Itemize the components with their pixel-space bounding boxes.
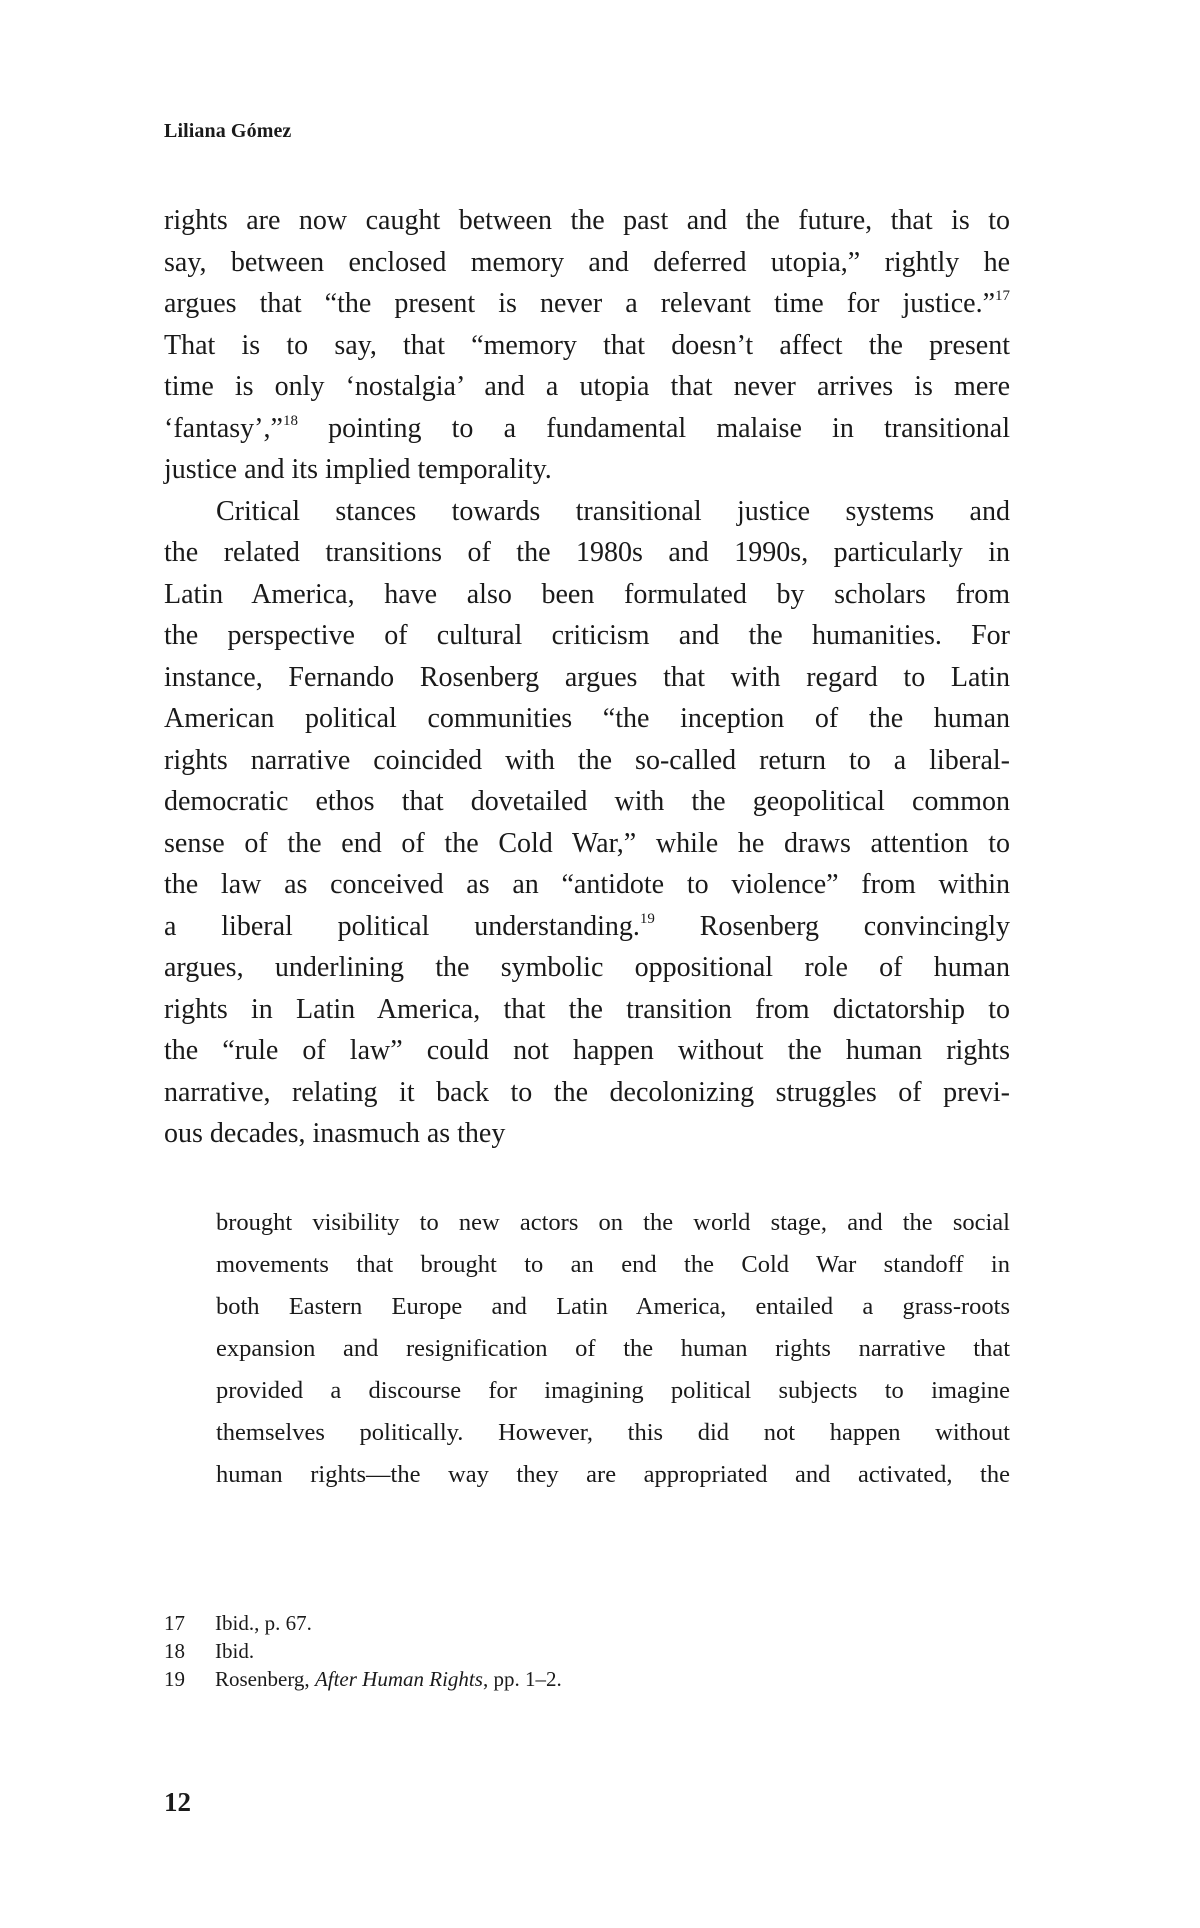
body-line-22: narrative, relating it back to the decolonizing struggles of previ- — [164, 1076, 1010, 1108]
footnote-text: Ibid. — [215, 1639, 255, 1663]
body-line-18 — [164, 906, 1010, 948]
footnote-ref-17[interactable]: 17 — [995, 288, 1010, 304]
body-line-12: instance, Fernando Rosenberg argues that with regard to Latin — [164, 661, 1010, 693]
body-line-9: the related transitions of the 1980s and 1990s, particularly in — [164, 537, 1010, 568]
body-line-10: Latin America, have also been formulated by scholars from — [164, 578, 1010, 610]
body-line-18-pre: a liberal political understanding. — [164, 910, 640, 942]
footnote-text — [215, 1665, 562, 1693]
quote-line-7: human rights—the way they are appropriated and activated, the — [216, 1461, 1010, 1488]
body-line-19: argues, underlining the symbolic oppositional role of human — [164, 952, 1010, 983]
footnote-17 — [164, 1609, 1010, 1637]
footnote-18 — [164, 1637, 1010, 1665]
body-line-11: the perspective of cultural criticism and the humanities. For — [164, 620, 1010, 651]
footnote-ref-19[interactable]: 19 — [639, 910, 655, 927]
body-line-15: democratic ethos that dovetailed with the geopolitical common — [164, 786, 1010, 817]
body-line-20: rights in Latin America, that the transition from dictatorship to — [164, 993, 1010, 1025]
quote-line-6: themselves politically. However, this did not happen without — [216, 1419, 1010, 1446]
footnote-number: 18 — [164, 1639, 185, 1663]
quote-line-1: brought visibility to new actors on the world stage, and the social — [216, 1209, 1010, 1236]
footnote-text: Ibid., p. 67. — [215, 1611, 312, 1635]
quote-line-5: provided a discourse for imagining political subjects to imagine — [216, 1377, 1010, 1404]
running-head-author: Liliana Gómez — [164, 120, 292, 142]
footnotes — [164, 1609, 1010, 1693]
footnote-pages: , pp. 1–2. — [482, 1667, 562, 1691]
footnote-author: Rosenberg, — [215, 1667, 315, 1691]
body-line-21: the “rule of law” could not happen without the human rights — [164, 1035, 1010, 1066]
footnote-ref-18[interactable]: 18 — [282, 412, 298, 429]
body-line-3-text: argues that “the present is never a relevant time for justice.” — [164, 288, 995, 319]
body-line-14: rights narrative coincided with the so-called return to a liberal- — [164, 744, 1010, 776]
body-line-6-pre: ‘fantasy’,” — [164, 412, 283, 444]
body-line-4: That is to say, that “memory that doesn’t affect the present — [164, 329, 1010, 361]
footnote-number: 17 — [164, 1611, 185, 1635]
body-line-8: Critical stances towards transitional justice systems and — [216, 495, 1010, 527]
body-line-13: American political communities “the inception of the human — [164, 703, 1010, 734]
quote-line-2: movements that brought to an end the Cold War standoff in — [216, 1251, 1010, 1278]
page-number: 12 — [164, 1787, 191, 1817]
body-line-3 — [164, 283, 1010, 325]
body-line-6-text: pointing to a fundamental malaise in transitional — [297, 412, 1010, 444]
body-line-6 — [164, 408, 1010, 450]
quote-line-4: expansion and resignification of the human rights narrative that — [216, 1335, 1010, 1362]
body-line-2: say, between enclosed memory and deferred utopia,” rightly he — [164, 246, 1010, 278]
body-line-16: sense of the end of the Cold War,” while he draws attention to — [164, 827, 1010, 859]
body-line-5: time is only ‘nostalgia’ and a utopia that never arrives is mere — [164, 371, 1010, 402]
body-line-1: rights are now caught between the past and the future, that is to — [164, 205, 1010, 236]
quote-line-3: both Eastern Europe and Latin America, entailed a grass-roots — [216, 1293, 1010, 1320]
body-line-18-text: Rosenberg convincingly — [654, 910, 1010, 942]
body-text — [164, 200, 1010, 1155]
body-line-7: justice and its implied temporality. — [164, 454, 552, 485]
footnote-book-title: After Human Rights — [314, 1667, 483, 1691]
body-line-23: ous decades, inasmuch as they — [164, 1118, 506, 1149]
block-quote — [216, 1202, 1010, 1496]
footnote-number: 19 — [164, 1667, 185, 1691]
footnote-19 — [164, 1665, 1010, 1693]
body-line-17: the law as conceived as an “antidote to violence” from within — [164, 869, 1010, 900]
